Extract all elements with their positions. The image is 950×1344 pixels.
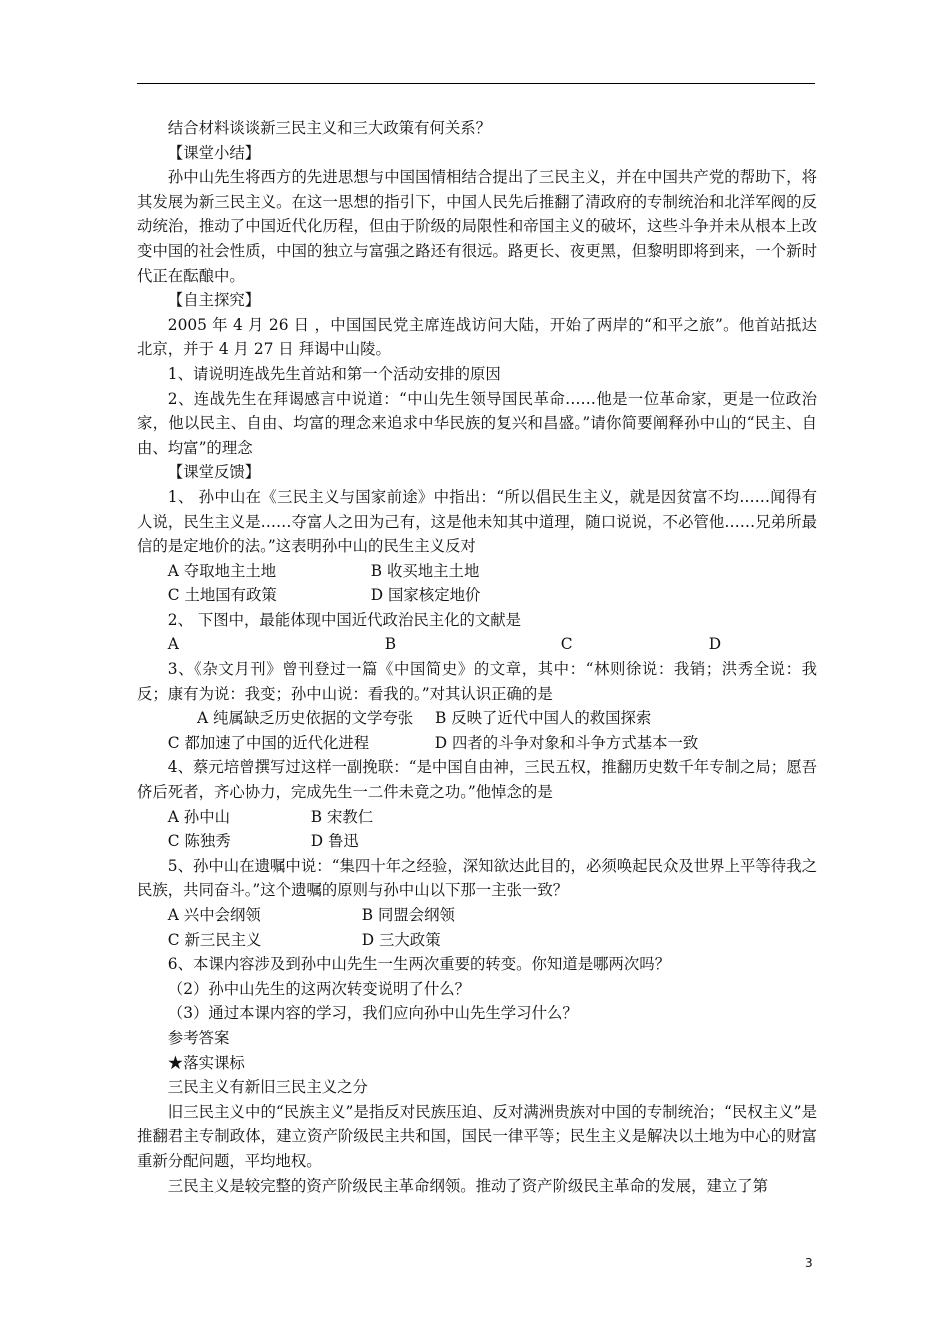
options-row	[137, 805, 817, 830]
answers-subheading: ★落实课标	[167, 1053, 245, 1072]
answers-heading: 参考答案	[167, 1028, 230, 1047]
option-c: C 新三民主义	[167, 930, 262, 949]
answer-paragraph: 三民主义是较完整的资产阶级民主革命纲领。推动了资产阶级民主革命的发展，建立了第	[167, 1176, 769, 1195]
option-b: B 宋教仁	[310, 807, 374, 826]
sub-question: （2）孙中山先生的这两次转变说明了什么？	[167, 979, 471, 998]
option-a: A	[167, 635, 179, 654]
option-d: D 三大政策	[361, 930, 441, 949]
question-line: 结合材料谈谈新三民主义和三大政策有何关系？	[167, 119, 492, 137]
option-a: A 兴中会纲领	[167, 906, 261, 924]
sub-question: （3）通过本课内容的学习，我们应向孙中山先生学习什么？	[167, 1004, 578, 1023]
option-a: A 纯属缺乏历史依据的文学夸张	[197, 709, 414, 728]
option-a: A 孙中山	[167, 807, 230, 826]
options-row	[137, 829, 817, 854]
answer-line: 三民主义有新旧三民主义之分	[167, 1078, 368, 1097]
answer-paragraph: 旧三民主义中的“民族主义”是指反对民族压迫、反对满洲贵族对中国的专制统治；“民权主义”是推翻君主专制政体，建立资产阶级民主共和国，国民一律平等；民生主义是解决以土地为中心的财富重新分配问题，平均地权。	[137, 1102, 817, 1170]
option-b: B	[384, 635, 397, 654]
option-c: C 陈独秀	[167, 832, 231, 851]
options-row	[137, 559, 817, 584]
option-c: C 土地国有政策	[167, 586, 277, 605]
option-b: B 收买地主土地	[370, 561, 480, 580]
feedback-question-5: 5、孙中山在遗嘱中说：“集四十年之经验，深知欲达此目的，必须唤起民众及世界上平等待我之民族，共同奋斗。”这个遗嘱的原则与孙中山以下那一主张一致？	[137, 856, 817, 900]
feedback-question-4: 4、蔡元培曾撰写过这样一副挽联：“是中国自由神，三民五权，推翻历史数千年专制之局；愿吾侪后死者，齐心协力，完成先生一二件未竟之功。”他悼念的是	[137, 758, 817, 802]
section-heading-summary: 【课堂小结】	[167, 143, 261, 162]
option-b: B 反映了近代中国人的救国探索	[435, 709, 652, 728]
option-d: D	[708, 635, 722, 654]
options-row	[137, 632, 817, 657]
explore-question-1: 1、请说明连战先生首站和第一个活动安排的原因	[167, 364, 501, 383]
option-d: D 国家核定地价	[370, 586, 481, 605]
option-b: B 同盟会纲领	[361, 906, 455, 924]
option-d: D 四者的斗争对象和斗争方式基本一致	[434, 733, 699, 752]
option-a: A 夺取地主土地	[167, 561, 277, 580]
options-row	[137, 731, 817, 756]
document-body	[137, 116, 817, 1198]
section-heading-feedback: 【课堂反馈】	[167, 463, 261, 482]
options-row	[137, 583, 817, 608]
options-row	[137, 903, 817, 928]
summary-paragraph: 孙中山先生将西方的先进思想与中国国情相结合提出了三民主义，并在中国共产党的帮助下，将其发展为新三民主义。在这一思想的指引下，中国人民先后推翻了清政府的专制统治和北洋军阀的反动统治，推动了中国近代化历程，但由于阶级的局限性和帝国主义的破坏，这些斗争并未从根本上改变中国的社会性质，中国的独立与富强之路还有很远。路更长、夜更黑，但黎明即将到来，一个新时代正在酝酿中。	[137, 168, 817, 285]
section-heading-explore: 【自主探究】	[167, 291, 261, 310]
feedback-question-6: 6、本课内容涉及到孙中山先生一生两次重要的转变。你知道是哪两次吗？	[167, 955, 671, 974]
feedback-question-3: 3、《杂文月刊》曾刊登过一篇《中国简史》的文章，其中：“林则徐说：我销；洪秀全说：我反；康有为说：我变；孙中山说：看我的。”对其认识正确的是	[137, 660, 817, 703]
option-d: D 鲁迅	[310, 832, 359, 851]
page-number: 3	[805, 1256, 813, 1270]
options-row	[137, 706, 817, 731]
header-rule	[137, 83, 815, 84]
explore-paragraph: 2005 年 4 月 26 日 ，中国国民党主席连战访问大陆，开始了两岸的“和平之旅”。他首站抵达北京，并于 4 月 27 日 拜谒中山陵。	[137, 315, 817, 359]
option-c: C 都加速了中国的近代化进程	[167, 733, 370, 752]
feedback-question-1: 1、 孙中山在《三民主义与国家前途》中指出：“所以倡民生主义，就是因贫富不均……闻得有人说，民生主义是……夺富人之田为己有，这是他未知其中道理，随口说说，不必管他……兄弟所最信的是定地价的法。”这表明孙中山的民生主义反对	[137, 487, 817, 556]
option-c: C	[560, 635, 573, 654]
options-row	[137, 928, 817, 953]
feedback-question-2: 2、 下图中，最能体现中国近代政治民主化的文献是	[167, 610, 522, 629]
explore-question-2: 2、连战先生在拜谒感言中说道：“中山先生领导国民革命……他是一位革命家，更是一位政治家，他以民主、自由、均富的理念来追求中华民族的复兴和昌盛。”请你简要阐释孙中山的“民主、自由、均富”的理念	[137, 389, 817, 457]
